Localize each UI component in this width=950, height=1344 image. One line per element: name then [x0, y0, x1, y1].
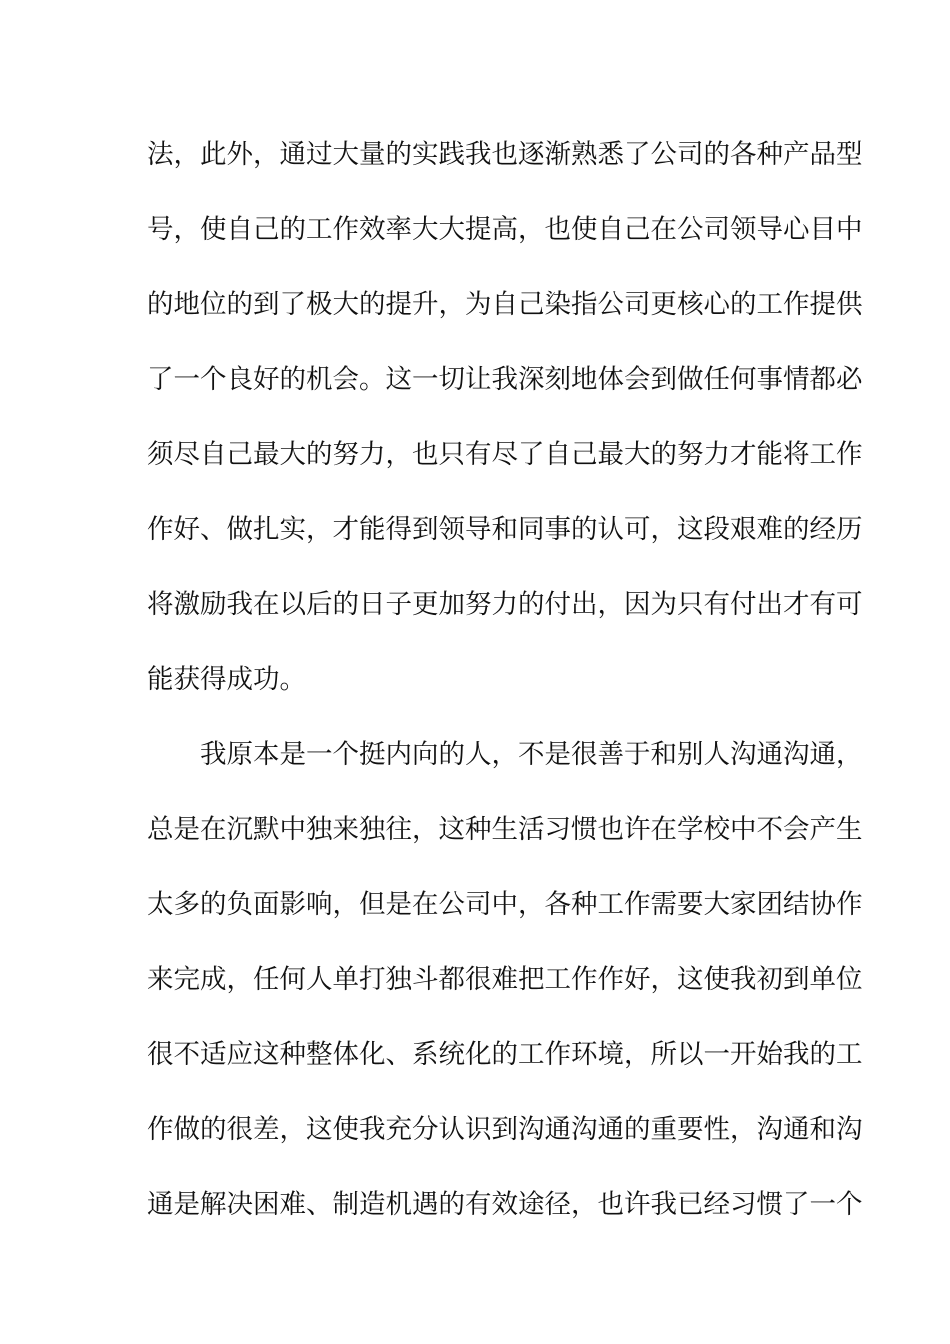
text-line: 作做的很差，这使我充分认识到沟通沟通的重要性，沟通和沟: [147, 1114, 863, 1145]
text-line: 通是解决困难、制造机遇的有效途径，也许我已经习惯了一个: [147, 1189, 863, 1220]
text-line: 号，使自己的工作效率大大提高，也使自己在公司领导心目中: [147, 214, 863, 245]
text-line: 能获得成功。: [147, 664, 306, 695]
text-line: 法，此外，通过大量的实践我也逐渐熟悉了公司的各种产品型: [147, 139, 863, 170]
text-line: 很不适应这种整体化、系统化的工作环境，所以一开始我的工: [147, 1039, 863, 1070]
text-line: 了一个良好的机会。这一切让我深刻地体会到做任何事情都必: [147, 364, 863, 395]
text-line: 的地位的到了极大的提升，为自己染指公司更核心的工作提供: [147, 289, 863, 320]
text-line: 太多的负面影响，但是在公司中，各种工作需要大家团结协作: [147, 889, 863, 920]
body-text: [147, 130, 863, 1255]
text-line: 将激励我在以后的日子更加努力的付出，因为只有付出才有可: [147, 589, 863, 620]
text-line: 须尽自己最大的努力，也只有尽了自己最大的努力才能将工作: [147, 439, 863, 470]
text-line: 作好、做扎实，才能得到领导和同事的认可，这段艰难的经历: [147, 514, 863, 545]
text-line: 来完成，任何人单打独斗都很难把工作作好，这使我初到单位: [147, 964, 863, 995]
text-line: 总是在沉默中独来独往，这种生活习惯也许在学校中不会产生: [147, 814, 863, 845]
paragraph-first-line: 我原本是一个挺内向的人，不是很善于和别人沟通沟通，: [200, 739, 863, 770]
